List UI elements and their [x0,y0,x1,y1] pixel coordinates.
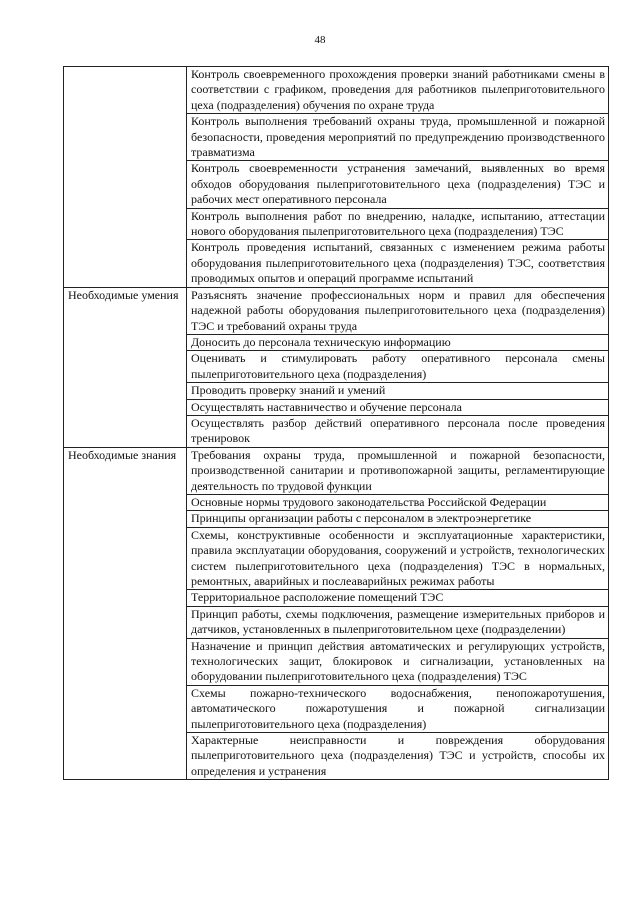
section-label-continued [64,67,187,288]
section-label-knowledge: Необходимые знания [64,447,187,780]
table-cell: Доносить до персонала техническую информацию [187,334,609,350]
section-label-skills: Необходимые умения [64,287,187,447]
page-number: 48 [314,34,326,46]
table-cell: Разъяснять значение профессиональных норм и правил для обеспечения надежной работы оборудования пылеприготовительного цеха (подразделения) ТЭС и требований охраны труда [187,287,609,334]
table-row [64,67,609,114]
table-row [64,447,609,494]
table-cell: Схемы, конструктивные особенности и эксплуатационные характеристики, правила эксплуатации оборудования, сооружений и устройств, технологических систем пылеприготовительного цеха (подразделения) ТЭС в нормальных, ремонтных, аварийных и послеаварийных режимах работы [187,527,609,590]
table-cell: Оценивать и стимулировать работу оперативного персонала смены пылеприготовительного цеха (подразделения) [187,351,609,383]
table-cell: Территориальное расположение помещений ТЭС [187,590,609,606]
table-cell: Основные нормы трудового законодательства Российской Федерации [187,494,609,510]
table-cell: Принцип работы, схемы подключения, размещение измерительных приборов и датчиков, установленных в пылеприготовительном цехе (подразделении) [187,606,609,638]
table-cell: Контроль выполнения работ по внедрению, наладке, испытанию, аттестации нового оборудования пылеприготовительного цеха (подразделения) ТЭС [187,208,609,240]
table-cell: Осуществлять разбор действий оперативного персонала после проведения тренировок [187,415,609,447]
table-cell: Назначение и принцип действия автоматических и регулирующих устройств, технологических защит, блокировок и сигнализации, установленных на оборудовании пылеприготовительного цеха (подразделения) ТЭС [187,638,609,685]
competency-table [63,66,609,780]
table-cell: Осуществлять наставничество и обучение персонала [187,399,609,415]
table-row [64,287,609,334]
table-cell: Принципы организации работы с персоналом в электроэнергетике [187,511,609,527]
table-cell: Характерные неисправности и повреждения оборудования пылеприготовительного цеха (подразделения) ТЭС и устройств, способы их определения и устранения [187,733,609,780]
table-cell: Схемы пожарно-технического водоснабжения, пенопожаротушения, автоматического пожаротушения и пожарной сигнализации пылеприготовительного цеха (подразделения) [187,685,609,732]
table-cell: Контроль проведения испытаний, связанных с изменением режима работы оборудования пылеприготовительного цеха (подразделения) ТЭС, соответствия проводимых опытов и операций программе испытаний [187,240,609,287]
table-cell: Проводить проверку знаний и умений [187,383,609,399]
table-cell: Контроль своевременного прохождения проверки знаний работниками смены в соответствии с графиком, проведения для работников пылеприготовительного цеха (подразделения) обучения по охране труда [187,67,609,114]
table-cell: Требования охраны труда, промышленной и пожарной безопасности, производственной санитарии и противопожарной защиты, регламентирующие деятельность по трудовой функции [187,447,609,494]
table-cell: Контроль своевременности устранения замечаний, выявленных во время обходов оборудования пылеприготовительного цеха (подразделения) ТЭС и рабочих мест оперативного персонала [187,161,609,208]
table-cell: Контроль выполнения требований охраны труда, промышленной и пожарной безопасности, проведения мероприятий по предупреждению производственного травматизма [187,114,609,161]
